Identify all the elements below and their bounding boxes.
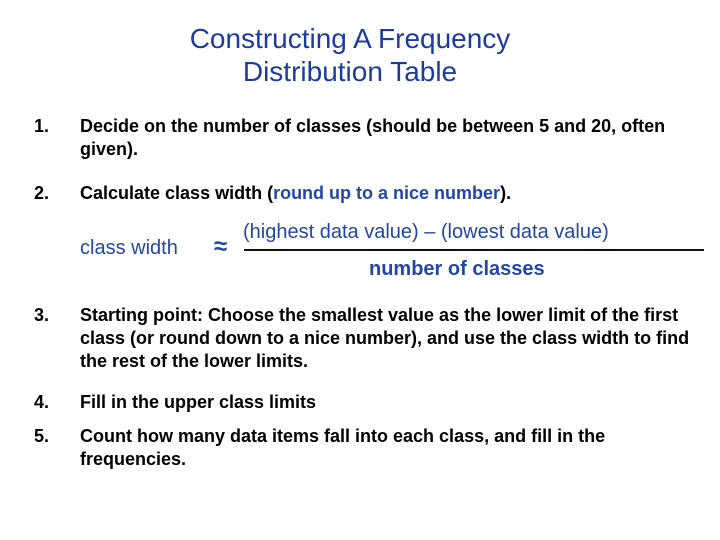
step-text: Starting point: Choose the smallest value as the lower limit of the first class (or round down to a nice number), and use the class width to find the rest of the lower limits. xyxy=(80,305,690,371)
step-text-after: ). xyxy=(500,183,512,203)
step-number: 4. xyxy=(34,392,50,412)
step-text-before: Calculate class width ( xyxy=(80,183,274,203)
step-number: 1. xyxy=(34,116,50,136)
formula-numerator: (highest data value) – (lowest data value) xyxy=(243,221,609,243)
fraction-bar xyxy=(244,249,704,251)
approx-symbol: ≈ xyxy=(214,233,228,260)
step-text-highlight: round up to a nice number xyxy=(273,183,501,203)
step-number: 3. xyxy=(34,305,50,325)
slide-title-line-2: Distribution Table xyxy=(242,56,458,87)
slide-title-line-1: Constructing A Frequency xyxy=(189,23,511,54)
step-number: 5. xyxy=(34,426,50,446)
formula-lhs: class width xyxy=(80,237,178,259)
step-text: Decide on the number of classes (should be between 5 and 20, often given). xyxy=(80,116,666,159)
step-text: Count how many data items fall into each class, and fill in the frequencies. xyxy=(80,426,606,469)
formula-denominator: number of classes xyxy=(369,258,545,280)
step-text: Fill in the upper class limits xyxy=(80,392,317,412)
step-number: 2. xyxy=(34,183,50,203)
